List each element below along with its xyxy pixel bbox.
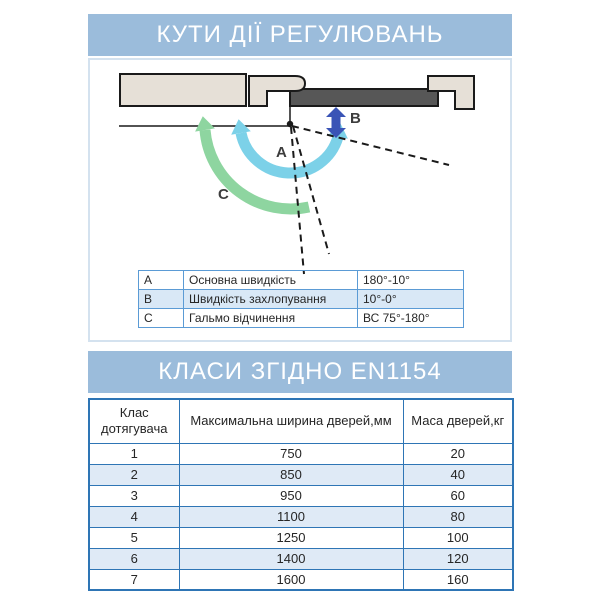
classes-header-row (89, 399, 513, 443)
classes-table-body (89, 443, 513, 590)
table-cell: 3 (89, 485, 179, 506)
legend-cell: A (139, 271, 184, 290)
arrow-c-arrowhead (195, 116, 215, 131)
table-row (89, 443, 513, 464)
table-cell: 1600 (179, 569, 403, 590)
table-cell: 4 (89, 506, 179, 527)
legend-row (139, 271, 464, 290)
table-cell: 80 (403, 506, 513, 527)
angles-legend-table (138, 270, 464, 328)
classes-table-head (89, 399, 513, 443)
table-row (89, 569, 513, 590)
legend-cell: ВС 75°-180° (358, 309, 464, 328)
table-cell: 5 (89, 527, 179, 548)
table-cell: 950 (179, 485, 403, 506)
table-cell: 1250 (179, 527, 403, 548)
door-closer-angle-diagram (88, 58, 512, 342)
legend-row (139, 290, 464, 309)
section-title-angles (88, 14, 512, 56)
table-row (89, 485, 513, 506)
classes-table (88, 398, 514, 591)
diagram-label-a: A (276, 144, 287, 161)
col-header-max-width: Максимальна ширина дверей,мм (179, 399, 403, 443)
wall-left (120, 74, 246, 106)
legend-table-body (139, 271, 464, 328)
table-row (89, 506, 513, 527)
diagram-label-b: B (350, 110, 361, 127)
table-cell: 1400 (179, 548, 403, 569)
dashed-ray-open-1 (291, 127, 304, 274)
table-cell: 160 (403, 569, 513, 590)
table-cell: 100 (403, 527, 513, 548)
legend-row (139, 309, 464, 328)
legend-cell: C (139, 309, 184, 328)
table-cell: 40 (403, 464, 513, 485)
dashed-ray-open-2 (293, 126, 329, 254)
section-title-classes (88, 351, 512, 393)
arrow-a-arrowhead-left (231, 119, 251, 135)
section-title-classes-label: КЛАСИ ЗГІДНО EN1154 (158, 358, 442, 385)
col-header-mass: Маса дверей,кг (403, 399, 513, 443)
table-cell: 850 (179, 464, 403, 485)
arrow-a-arc (241, 133, 338, 173)
table-cell: 60 (403, 485, 513, 506)
legend-cell: B (139, 290, 184, 309)
legend-cell: Швидкість захлопування (184, 290, 358, 309)
table-cell: 20 (403, 443, 513, 464)
table-row (89, 527, 513, 548)
legend-cell: Гальмо відчинення (184, 309, 358, 328)
legend-cell: 10°-0° (358, 290, 464, 309)
table-cell: 7 (89, 569, 179, 590)
table-cell: 2 (89, 464, 179, 485)
door-leaf (290, 89, 438, 106)
table-cell: 6 (89, 548, 179, 569)
table-cell: 1 (89, 443, 179, 464)
table-cell: 120 (403, 548, 513, 569)
table-row (89, 548, 513, 569)
table-cell: 1100 (179, 506, 403, 527)
table-cell: 750 (179, 443, 403, 464)
legend-cell: 180°-10° (358, 271, 464, 290)
section-title-angles-label: КУТИ ДІЇ РЕГУЛЮВАНЬ (156, 21, 444, 48)
hinge-pivot-dot (287, 121, 293, 127)
diagram-label-c: C (218, 186, 229, 203)
dashed-ray-latch (292, 126, 449, 165)
legend-cell: Основна швидкість (184, 271, 358, 290)
col-header-class: Клас дотягувача (89, 399, 179, 443)
table-row (89, 464, 513, 485)
